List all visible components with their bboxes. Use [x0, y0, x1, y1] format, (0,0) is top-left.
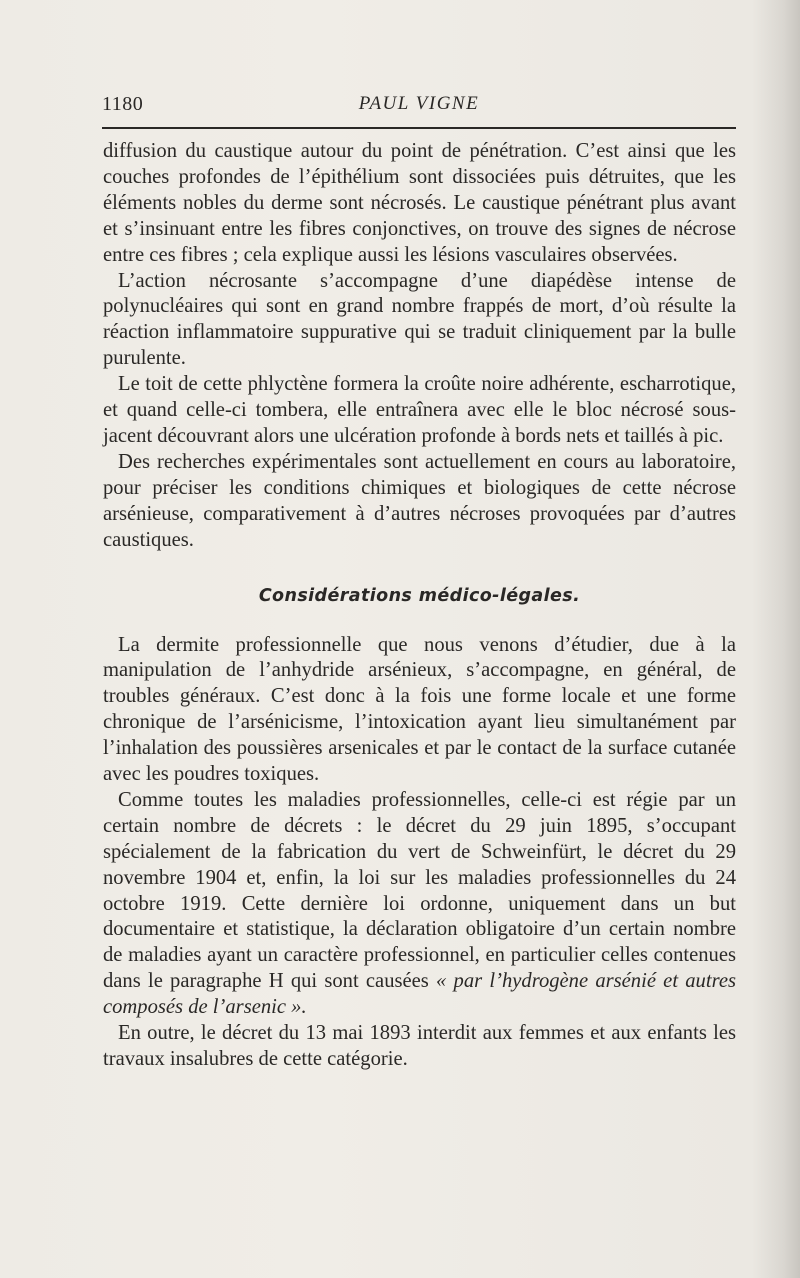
page-number: 1180: [102, 93, 144, 115]
header-rule: [102, 127, 736, 129]
paragraph: La dermite professionnelle que nous venons d’étudier, due à la manipulation de l’anhydride arsénieux, s’accompagne, en général, de troubles généraux. C’est donc à la fois une forme locale et une forme chronique de l’arsénicisme, l’intoxication ayant lieu simultanément par l’inhalation des poussières arsenicales et par le contact de la surface cutanée avec les poudres toxiques.: [103, 633, 736, 786]
paragraph: Le toit de cette phlyctène formera la croûte noire adhérente, escharrotique, et quand celle-ci tombera, elle entraînera avec elle le bloc nécrosé sous-jacent découvrant alors une ulcération profonde à bords nets et taillés à pic.: [103, 373, 736, 447]
paragraph-text: Comme toutes les maladies professionnelles, celle-ci est régie par un certain nombre de décrets : le décret du 29 juin 1895, s’occupant spécialement de la fabrication du vert de Schweinfürt, le décret du 29 novembre 1904 et, enfin, la loi sur les maladies professionnelles du 24 octobre 1919. Cette dernière loi ordonne, uniquement dans un but documentaire et statistique, la déclaration obligatoire d’un certain nombre de maladies ayant un caractère professionnel, en particulier celles contenues dans le paragraphe H qui sont causées: [103, 788, 736, 993]
section-heading: Considérations médico-légales.: [258, 585, 581, 606]
paragraph: L’action nécrosante s’accompagne d’une diapédèse intense de polynucléaires qui sont en grand nombre frappés de mort, d’où résulte la réaction inflammatoire suppurative qui se traduit cliniquement par la bulle purulente.: [103, 269, 736, 370]
italic-quote: « par l’hydrogène arsénié et autres composés de l’arsenic ».: [103, 970, 736, 1019]
paragraph: diffusion du caustique autour du point de pénétration. C’est ainsi que les couches profondes de l’épithélium sont dissociées puis détruites, que les éléments nobles du derme sont nécrosés. Le caustique pénétrant plus avant et s’insinuant entre les fibres conjonctives, on trouve des signes de nécrose entre ces fibres ; cela explique aussi les lésions vasculaires observées.: [103, 140, 736, 266]
paragraph: Des recherches expérimentales sont actuellement en cours au laboratoire, pour préciser les conditions chimiques et biologiques de cette nécrose arsénieuse, comparativement à d’autres nécroses provoquées par d’autres caustiques.: [103, 450, 736, 551]
paragraph-decrets: [103, 788, 736, 1021]
paragraph: En outre, le décret du 13 mai 1893 interdit aux femmes et aux enfants les travaux insalubres de cette catégorie.: [103, 1022, 736, 1070]
body-text: [103, 139, 736, 1073]
running-title: PAUL VIGNE: [358, 93, 480, 114]
page-header: [102, 93, 736, 119]
